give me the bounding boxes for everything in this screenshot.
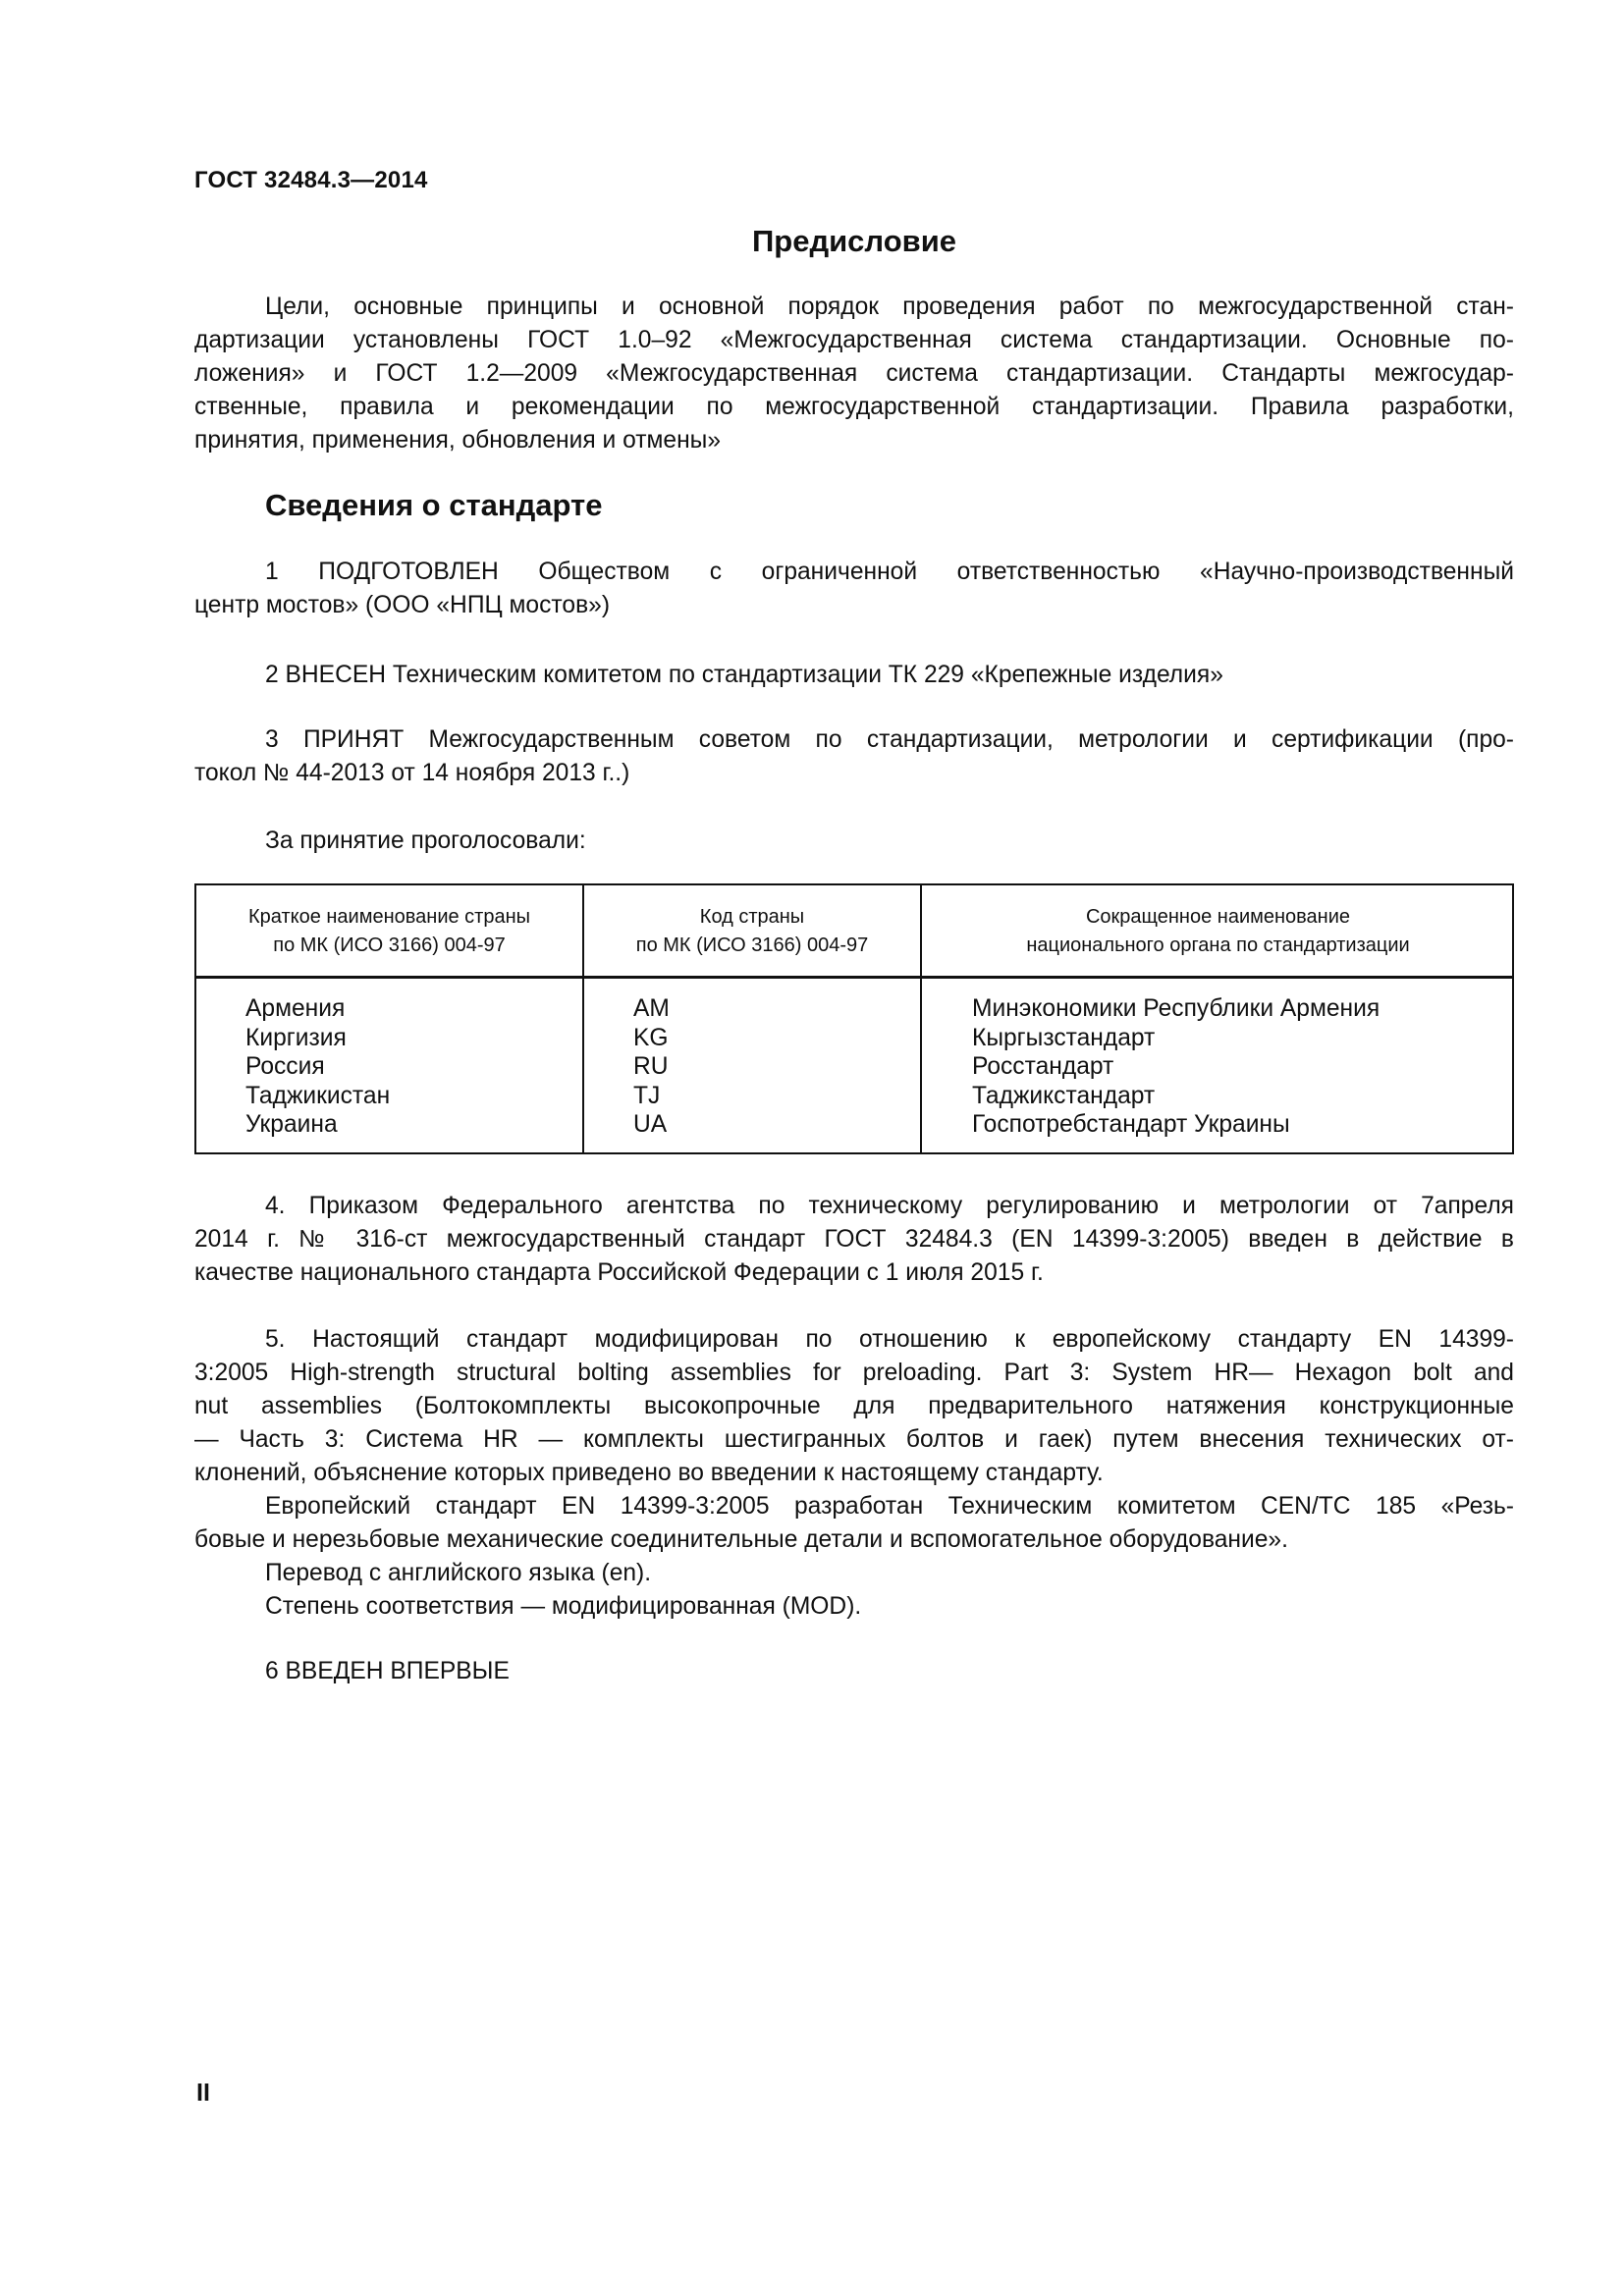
item-4-paragraph bbox=[194, 1190, 1514, 1290]
table-header-divider bbox=[196, 976, 1512, 979]
paragraph-line: Цели, основные принципы и основной порядок проведения работ по межгосударственной стан- bbox=[265, 294, 1514, 320]
table-cell: Таджикистан bbox=[245, 1082, 391, 1109]
table-column-national-bodies bbox=[972, 994, 1380, 1140]
paragraph-line: принятия, применения, обновления и отмены» bbox=[194, 427, 722, 454]
table-cell: Минэкономики Республики Армения bbox=[972, 995, 1380, 1022]
paragraph-line: ложения» и ГОСТ 1.2—2009 «Межгосударственная система стандартизации. Стандарты межгосудар- bbox=[194, 360, 1514, 387]
paragraph-line: 3 ПРИНЯТ Межгосударственным советом по стандартизации, метрологии и сертификации (про- bbox=[265, 726, 1514, 753]
table-header-national-body: Сокращенное наименование национального органа по стандартизации bbox=[1026, 906, 1410, 956]
table-cell: Кыргызстандарт bbox=[972, 1024, 1156, 1051]
table-cell: TJ bbox=[633, 1082, 661, 1109]
table-cell: Россия bbox=[245, 1053, 325, 1080]
paragraph-line: ственные, правила и рекомендации по межгосударственной стандартизации. Правила разработки, bbox=[194, 394, 1514, 420]
item-1-paragraph bbox=[194, 556, 1514, 622]
table-cell: Армения bbox=[245, 995, 346, 1022]
paragraph-line: клонений, объяснение которых приведено во введении к настоящему стандарту. bbox=[194, 1460, 1104, 1486]
paragraph-line: 5. Настоящий стандарт модифицирован по отношению к европейскому стандарту EN 14399- bbox=[265, 1326, 1514, 1353]
paragraph-line: токол № 44-2013 от 14 ноября 2013 г..) bbox=[194, 760, 630, 786]
page-number: II bbox=[196, 2079, 210, 2107]
table-header-country-name: Краткое наименование страны по МК (ИСО 3166) 004-97 bbox=[247, 906, 531, 956]
table-cell: Украина bbox=[245, 1111, 338, 1138]
paragraph-line: — Часть 3: Система HR — комплекты шестигранных болтов и гаек) путем внесения технических от- bbox=[194, 1426, 1514, 1453]
paragraph-line: 2 ВНЕСЕН Техническим комитетом по стандартизации ТК 229 «Крепежные изделия» bbox=[265, 662, 1223, 688]
item-3-paragraph bbox=[194, 723, 1514, 790]
paragraph-line: За принятие проголосовали: bbox=[265, 828, 586, 854]
document-id: ГОСТ 32484.3—2014 bbox=[194, 167, 428, 193]
table-cell: Киргизия bbox=[245, 1024, 347, 1051]
paragraph-line: 1 ПОДГОТОВЛЕН Обществом с ограниченной ответственностью «Научно-производственный bbox=[265, 559, 1514, 585]
table-header-country-code: Код страны по МК (ИСО 3166) 004-97 bbox=[635, 906, 869, 956]
paragraph-line: Перевод с английского языка (en). bbox=[265, 1560, 652, 1586]
table-cell: KG bbox=[633, 1024, 669, 1051]
paragraph-line: бовые и нерезьбовые механические соединительные детали и вспомогательное оборудование». bbox=[194, 1526, 1288, 1553]
item-2-paragraph bbox=[194, 659, 1514, 692]
voted-paragraph bbox=[194, 825, 1514, 858]
paragraph-line: 2014 г. № 316-ст межгосударственный стандарт ГОСТ 32484.3 (EN 14399-3:2005) введен в действие в bbox=[194, 1226, 1514, 1253]
paragraph-line: качестве национального стандарта Российской Федерации с 1 июля 2015 г. bbox=[194, 1259, 1044, 1286]
paragraph-line: 6 ВВЕДЕН ВПЕРВЫЕ bbox=[265, 1658, 510, 1684]
voting-countries-table bbox=[194, 883, 1514, 1154]
about-standard-title: Сведения о стандарте bbox=[265, 488, 603, 522]
item-6-paragraph bbox=[194, 1655, 1514, 1688]
item-5-paragraph bbox=[194, 1323, 1514, 1624]
table-cell: Таджикстандарт bbox=[972, 1082, 1156, 1109]
table-column-countries bbox=[245, 994, 390, 1140]
paragraph-line: nut assemblies (Болтокомплекты высокопрочные для предварительного натяжения конструкционные bbox=[194, 1393, 1514, 1419]
table-cell: AM bbox=[633, 995, 670, 1022]
table-cell: UA bbox=[633, 1111, 668, 1138]
paragraph-line: дартизации установлены ГОСТ 1.0–92 «Межгосударственная система стандартизации. Основные по- bbox=[194, 327, 1514, 353]
table-column-codes bbox=[633, 994, 670, 1140]
paragraph-line: Европейский стандарт EN 14399-3:2005 разработан Техническим комитетом CEN/TC 185 «Резь- bbox=[265, 1493, 1514, 1520]
table-cell: Госпотребстандарт Украины bbox=[972, 1111, 1290, 1138]
foreword-paragraph bbox=[194, 291, 1514, 457]
foreword-title: Предисловие bbox=[751, 224, 956, 258]
paragraph-line: центр мостов» (ООО «НПЦ мостов») bbox=[194, 592, 611, 618]
table-cell: RU bbox=[633, 1053, 669, 1080]
table-cell: Росстандарт bbox=[972, 1053, 1114, 1080]
paragraph-line: Степень соответствия — модифицированная (MOD). bbox=[265, 1593, 862, 1620]
paragraph-line: 3:2005 High-strength structural bolting assemblies for preloading. Part 3: System HR— Hexagon bolt and bbox=[194, 1360, 1514, 1386]
paragraph-line: 4. Приказом Федерального агентства по техническому регулированию и метрологии от 7апреля bbox=[265, 1193, 1514, 1219]
